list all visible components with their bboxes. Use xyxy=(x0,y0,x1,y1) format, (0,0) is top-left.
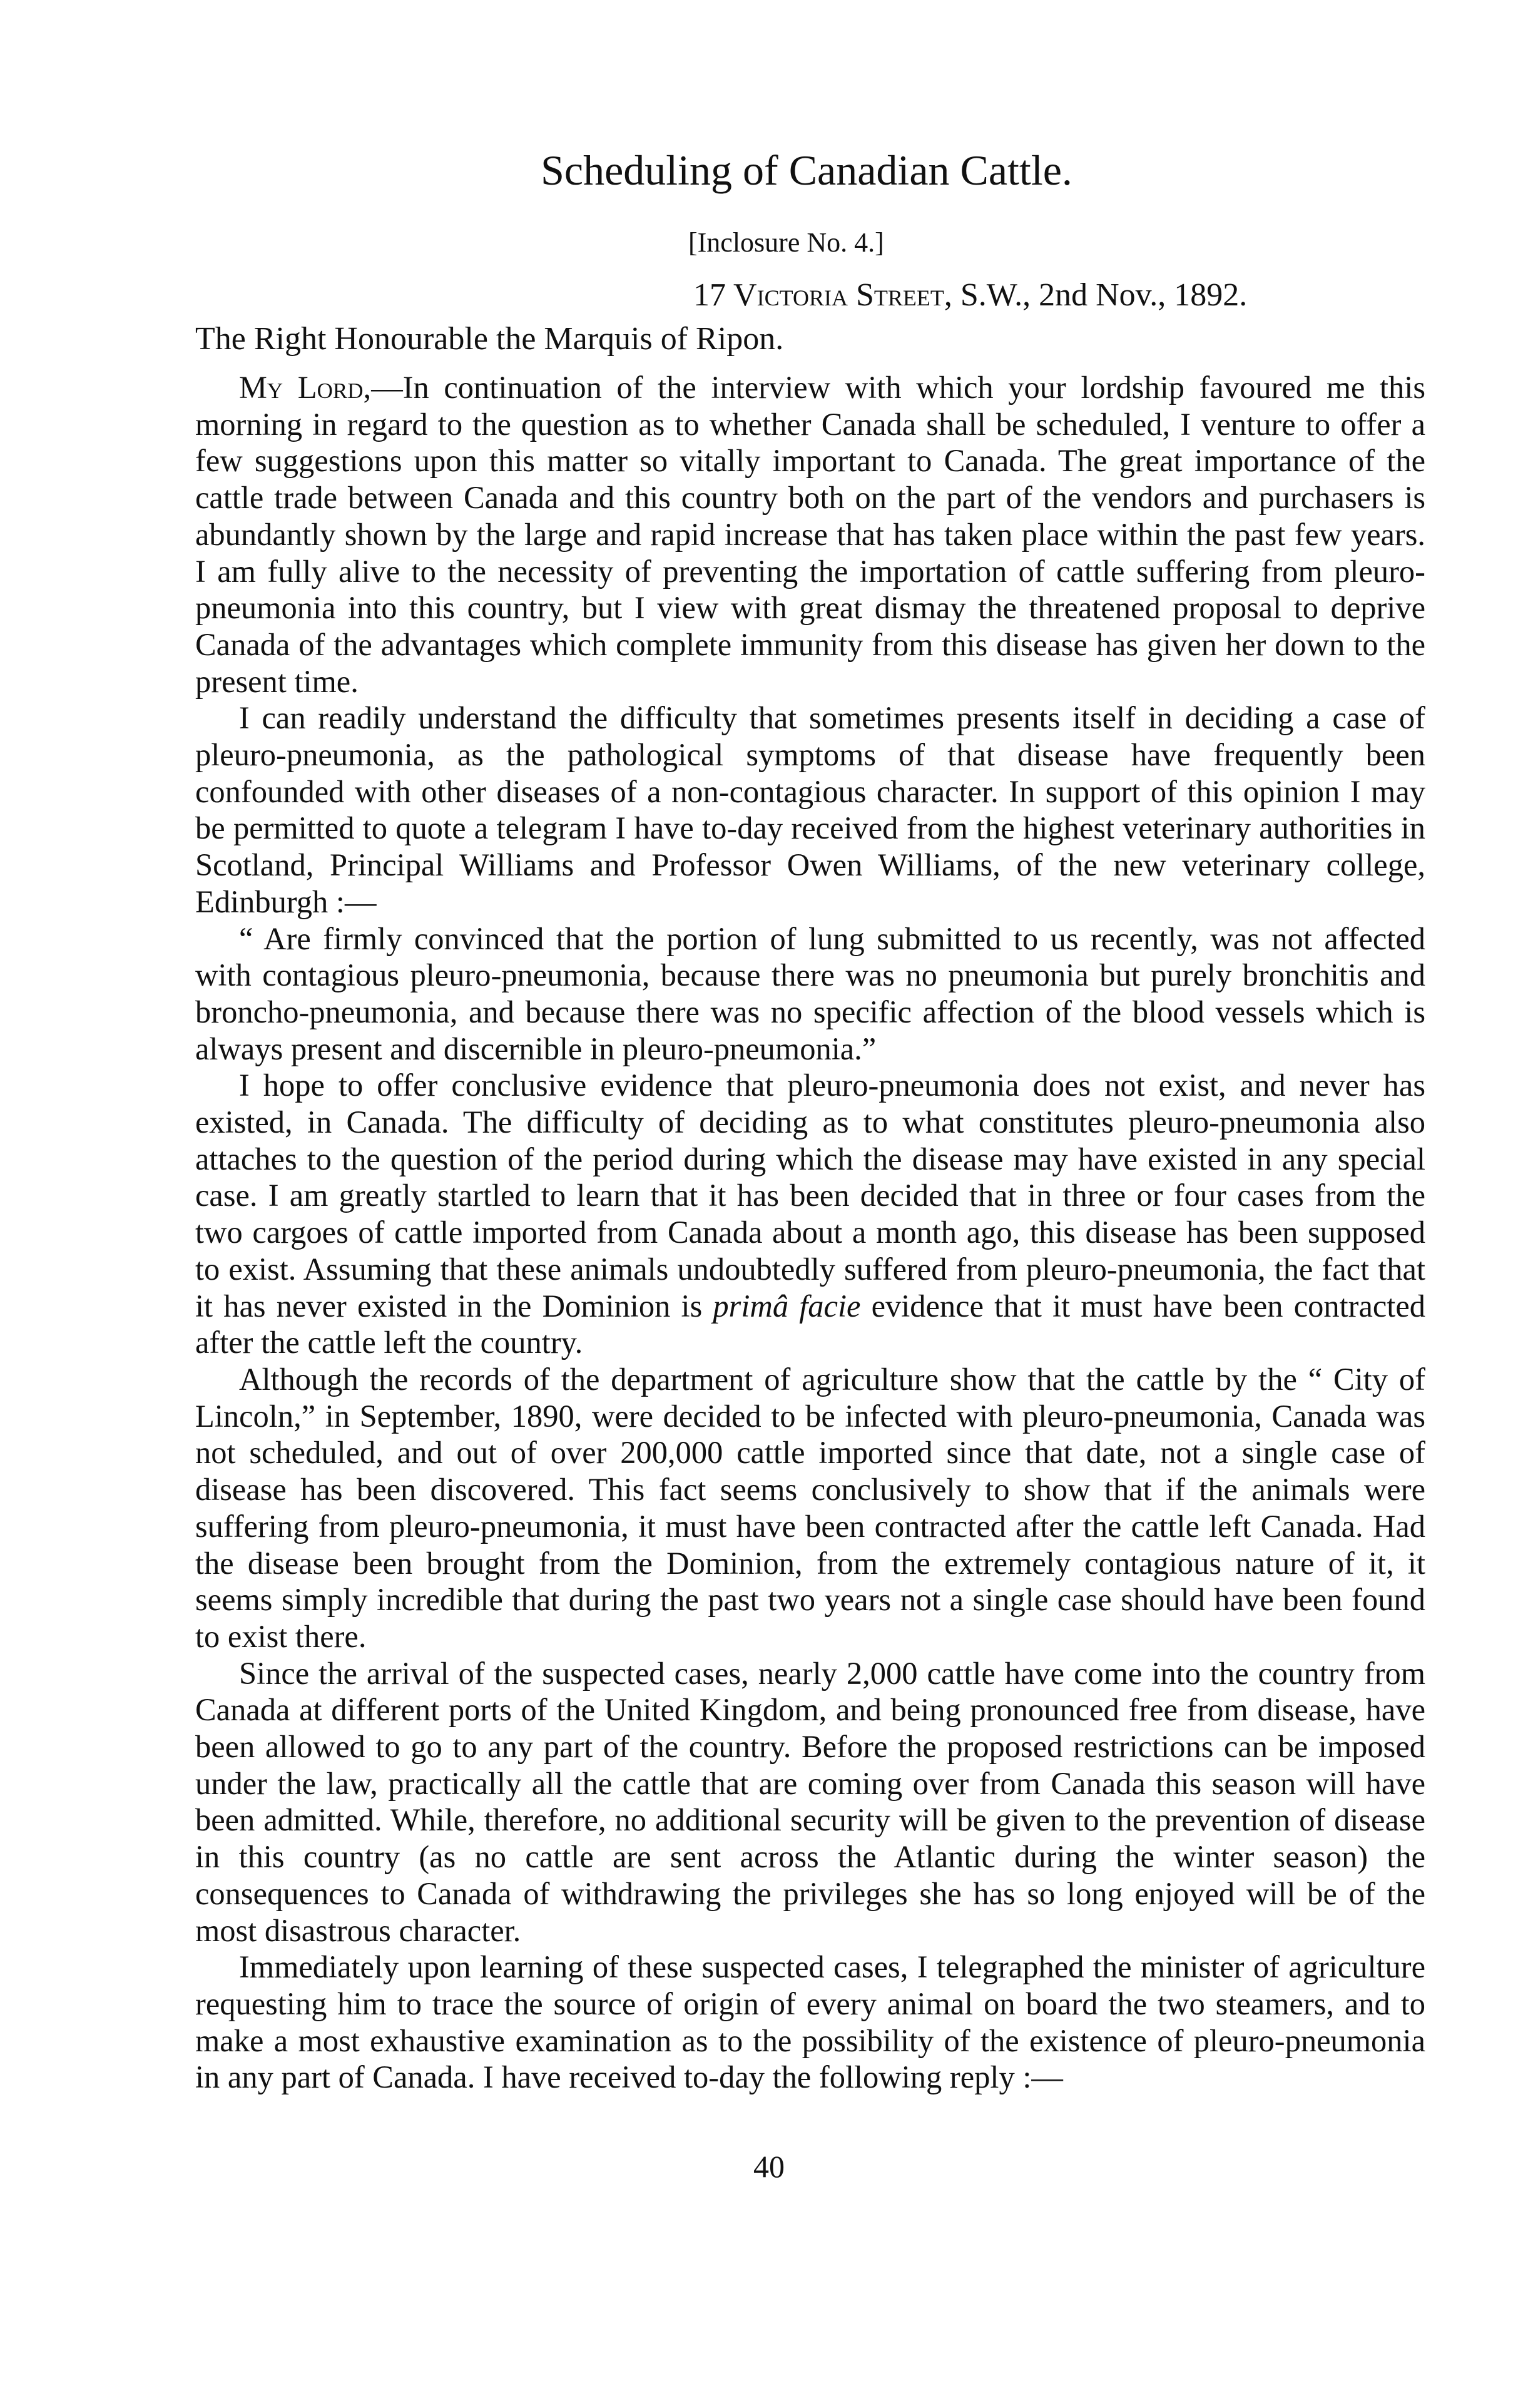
paragraph-4 xyxy=(195,1067,1425,1361)
paragraph-2: I can readily understand the difficulty that sometimes presents itself in deciding a case of pleuro-pneumonia, as the pathological symptoms of that disease have frequently been confounded with other diseases of a non-contagious character. In support of this opinion I may be permitted to quote a telegram I have to-day received from the highest veterinary authorities in Scotland, Principal Williams and Professor Owen Williams, of the new veterinary college, Edinburgh :— xyxy=(195,700,1425,919)
paragraph-4-italic: primâ facie xyxy=(713,1288,861,1324)
letter-body xyxy=(195,369,1425,2096)
inclosure-label: [Inclosure No. 4.] xyxy=(688,227,884,258)
paragraph-5: Although the records of the department of agriculture show that the cattle by the “ City of Lincoln,” in September, 1890, were decided to be infected with pleuro-pneumonia, Canada was not scheduled, and out of over 200,000 cattle imported since that date, not a single case of disease has been discovered. This fact seems conclusively to show that if the animals were suffering from pleuro-pneumonia, it must have been contracted after the cattle left Canada. Had the disease been brought from the Dominion, from the extremely contagious nature of it, it seems simply incredible that during the past two years not a single case should have been found to exist there. xyxy=(195,1361,1425,1654)
paragraph-6: Since the arrival of the suspected cases, nearly 2,000 cattle have come into the country from Canada at different ports of the United Kingdom, and being pronounced free from disease, have been allowed to go to any part of the country. Before the proposed restrictions can be imposed under the law, practically all the cattle that are coming over from Canada this season will have been admitted. While, therefore, no additional security will be given to the prevention of disease in this country (as no cattle are sent across the Atlantic during the winter season) the consequences to Canada of withdrawing the privileges she has so long enjoyed will be of the most disastrous character. xyxy=(195,1655,1425,1948)
dateline-address: 17 Victoria Street, xyxy=(693,277,952,313)
paragraph-4-text: I hope to offer conclusive evidence that pleuro-pneumonia does not exist, and never has existed, in Canada. The difficulty of deciding as to what constitutes pleuro-pneumonia also attaches to the question of the period during which the disease may have existed in any special case. I am greatly startled to learn that it has been decided that in three or four cases from the two cargoes of cattle imported from Canada about a month ago, this disease has been supposed to exist. Assuming that these animals undoubtedly suffered from pleuro-pneumonia, the fact that it has never existed in the Dominion is xyxy=(195,1068,1425,1324)
document-title: Scheduling of Canadian Cattle. xyxy=(541,146,1072,194)
paragraph-1 xyxy=(195,369,1425,700)
paragraph-7: Immediately upon learning of these suspected cases, I telegraphed the minister of agriculture requesting him to trace the source of origin of every animal on board the two steamers, and to make a most exhaustive examination as to the possibility of the existence of pleuro-pneumonia in any part of Canada. I have received to-day the following reply :— xyxy=(195,1949,1425,2095)
addressee: The Right Honourable the Marquis of Ripon. xyxy=(195,321,784,357)
dateline xyxy=(693,275,1247,315)
paragraph-1-text: —In continuation of the interview with which your lordship favoured me this morning in regard to the question as to whether Canada shall be scheduled, I venture to offer a few suggestions upon this matter so vitally important to Canada. The great importance of the cattle trade between Canada and this country both on the part of the vendors and purchasers is abundantly shown by the large and rapid increase that has taken place within the past few years. I am fully alive to the necessity of preventing the importation of cattle suffering from pleuro-pneumonia into this country, but I view with great dismay the threatened proposal to deprive Canada of the advantages which complete immunity from this disease has given her down to the present time. xyxy=(195,370,1425,699)
salutation: My Lord, xyxy=(239,370,372,405)
quoted-telegram: “ Are firmly convinced that the portion of lung submitted to us recently, was not affected with contagious pleuro-pneumonia, because there was no pneumonia but purely bronchitis and broncho-pneumonia, and because there was no specific affection of the blood vessels which is always present and discernible in pleuro-pneumonia.” xyxy=(195,921,1425,1066)
page-number: 40 xyxy=(753,2149,785,2184)
dateline-date: S.W., 2nd Nov., 1892. xyxy=(952,277,1248,313)
paragraph-4-tail: evidence that it must have been contracted after the cattle left the country. xyxy=(195,1288,1425,1360)
